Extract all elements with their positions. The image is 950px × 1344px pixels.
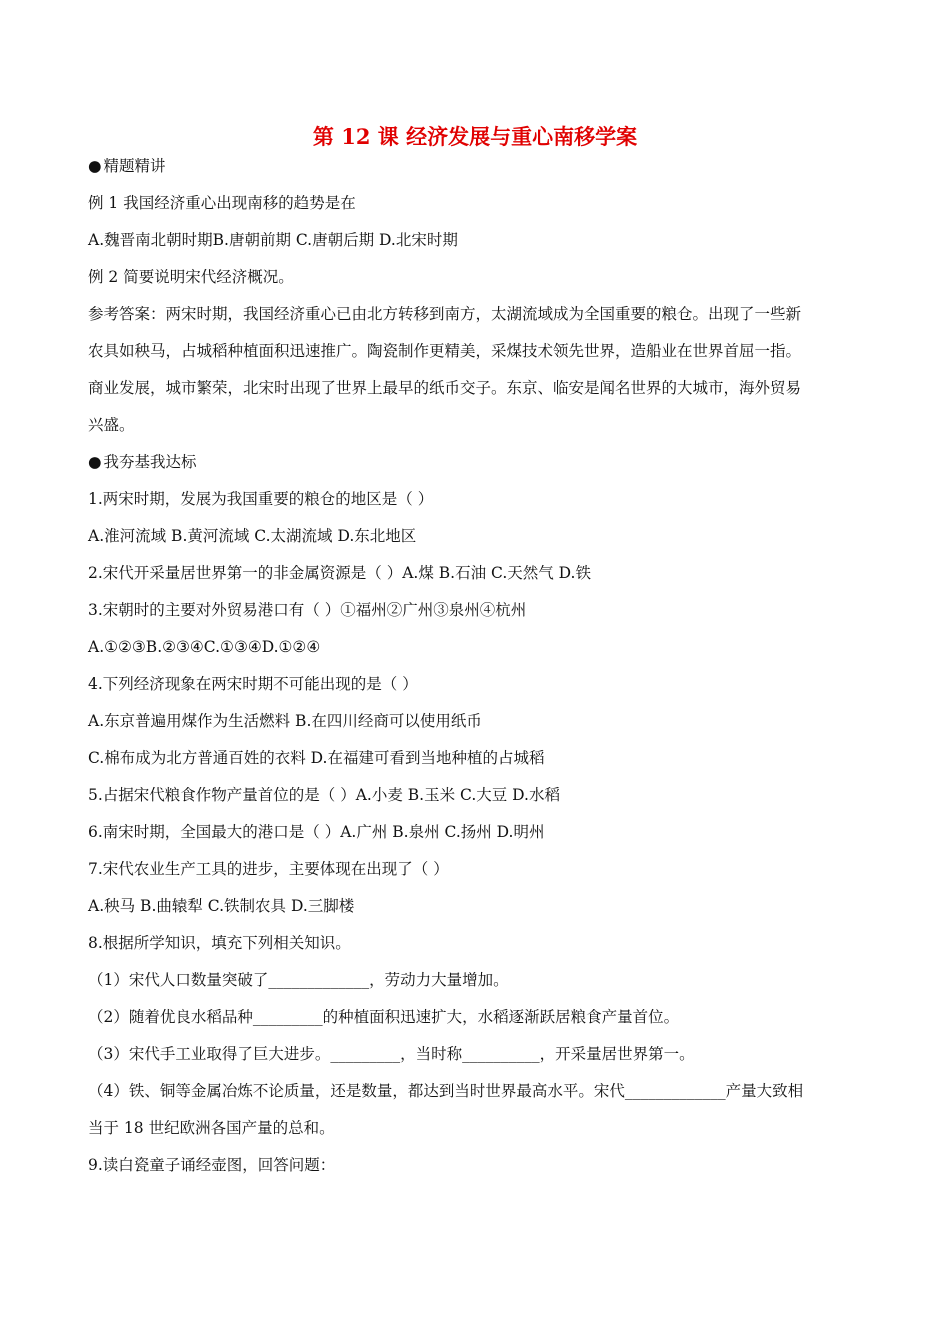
answer-line: 兴盛。	[88, 416, 135, 434]
question-3-options: A.①②③B.②③④C.①③④D.①②④	[88, 638, 321, 656]
question-4-options-c: C.棉布成为北方普通百姓的衣料 D.在福建可看到当地种植的占城稻	[88, 749, 545, 767]
question-4-options-a: A.东京普遍用煤作为生活燃料 B.在四川经商可以使用纸币	[88, 712, 482, 730]
answer-line: 农具如秧马，占城稻种植面积迅速推广。陶瓷制作更精美，采煤技术领先世界，造船业在世界首屈一指。	[88, 342, 802, 360]
section-heading-lecture: ● 精题精讲	[88, 148, 868, 185]
question-2: 2.宋代开采量居世界第一的非金属资源是（ ）A.煤 B.石油 C.天然气 D.铁	[88, 564, 591, 582]
question-8-part-4: （4）铁、铜等金属冶炼不论质量，还是数量，都达到当时世界最高水平。宋代_____________产量大致相	[88, 1082, 804, 1100]
example-2-question: 例 2 简要说明宋代经济概况。	[88, 268, 294, 286]
question-8-part-4-cont: 当于 18 世纪欧洲各国产量的总和。	[88, 1119, 335, 1137]
question-6: 6.南宋时期，全国最大的港口是（ ）A.广州 B.泉州 C.扬州 D.明州	[88, 823, 545, 841]
question-7: 7.宋代农业生产工具的进步，主要体现在出现了（ ）	[88, 860, 449, 878]
question-5: 5.占据宋代粮食作物产量首位的是（ ）A.小麦 B.玉米 C.大豆 D.水稻	[88, 786, 560, 804]
question-3: 3.宋朝时的主要对外贸易港口有（ ）①福州②广州③泉州④杭州	[88, 601, 527, 619]
question-8-part-3: （3）宋代手工业取得了巨大进步。_________，当时称__________，开采量居世界第一。	[88, 1045, 695, 1063]
question-8-part-2: （2）随着优良水稻品种_________的种植面积迅速扩大，水稻逐渐跃居粮食产量首位。	[88, 1008, 680, 1026]
example-1-options: A.魏晋南北朝时期B.唐朝前期 C.唐朝后期 D.北宋时期	[88, 231, 458, 249]
question-8: 8.根据所学知识，填充下列相关知识。	[88, 934, 351, 952]
question-7-options: A.秧马 B.曲辕犁 C.铁制农具 D.三脚楼	[88, 897, 355, 915]
question-1-options: A.淮河流域 B.黄河流域 C.太湖流域 D.东北地区	[88, 527, 417, 545]
answer-line: 商业发展，城市繁荣，北宋时出现了世界上最早的纸币交子。东京、临安是闻名世界的大城市，海外贸易	[88, 379, 802, 397]
page-title: 第 12 课 经济发展与重心南移学案	[312, 124, 638, 149]
question-1: 1.两宋时期，发展为我国重要的粮仓的地区是（ ）	[88, 490, 434, 508]
question-4: 4.下列经济现象在两宋时期不可能出现的是（ ）	[88, 675, 418, 693]
section-heading-practice: ● 我夯基我达标	[88, 444, 868, 481]
question-9: 9.读白瓷童子诵经壶图，回答问题：	[88, 1156, 336, 1174]
question-8-part-1: （1）宋代人口数量突破了_____________，劳动力大量增加。	[88, 971, 509, 989]
example-2-answer	[88, 296, 868, 444]
example-1-question: 例 1 我国经济重心出现南移的趋势是在	[88, 194, 356, 212]
document-body	[88, 148, 868, 1184]
answer-line: 参考答案：两宋时期，我国经济重心已由北方转移到南方，太湖流域成为全国重要的粮仓。出现了一些新	[88, 305, 802, 323]
